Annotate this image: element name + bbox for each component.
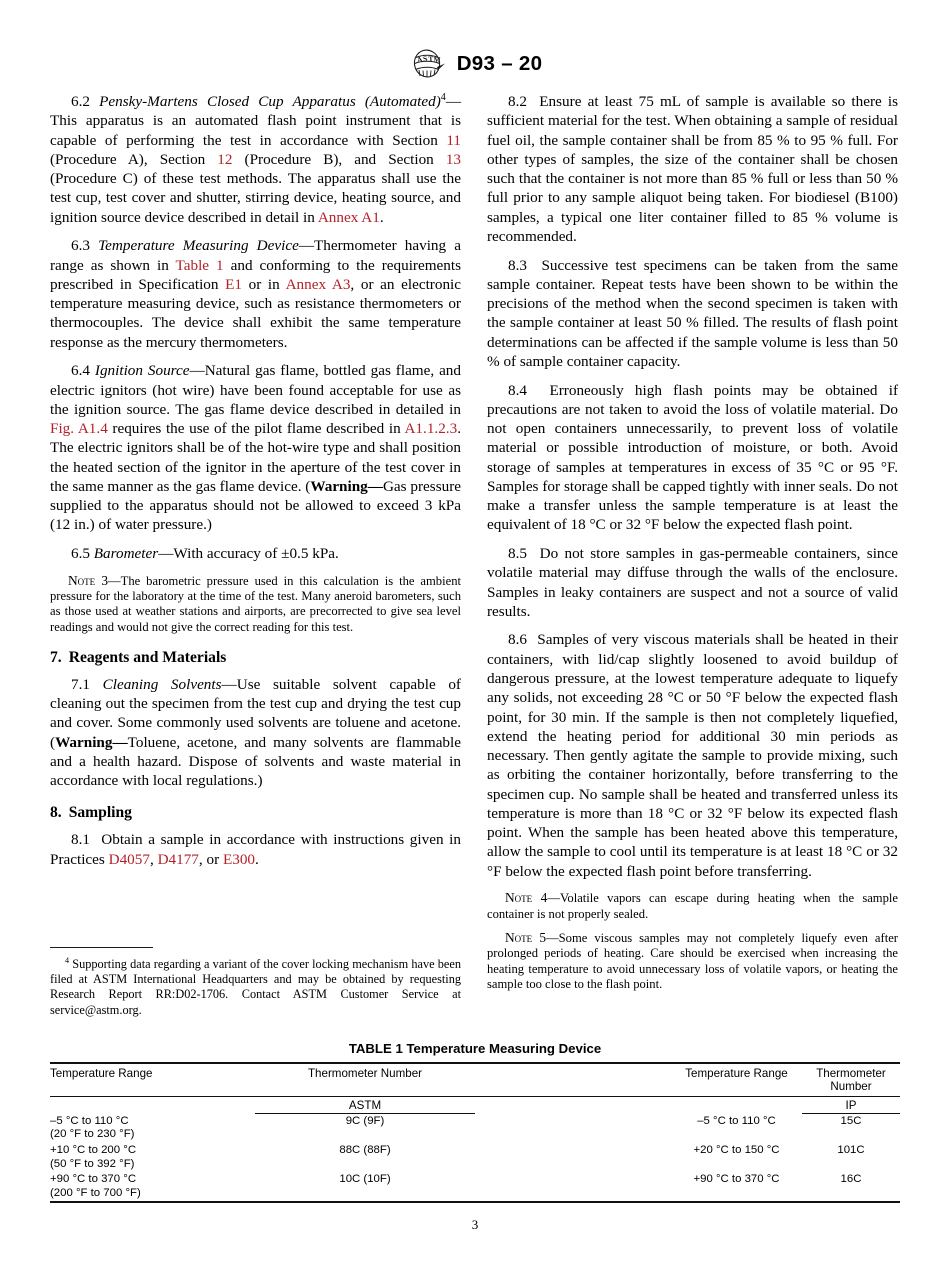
section-title: Reagents and Materials bbox=[68, 649, 227, 667]
note-label: Note 5 bbox=[505, 930, 547, 946]
cell-ip-temperature-range: +20 °C to 150 °C bbox=[693, 1143, 780, 1156]
paragraph-text: Successive test specimens can be taken from the same sample container. Repeat tests have been shown to be within the precisions of the method when the second specimen is taken with the sample container at least 50 % filled. The results of flash point determinations can be affected if the sample volume is less than 50 % of sample container capacity. bbox=[487, 256, 899, 370]
cell-ip-thermometer-number: 16C bbox=[840, 1173, 862, 1186]
table-header-row bbox=[50, 1064, 900, 1097]
subheader-spacer-right bbox=[671, 1097, 802, 1114]
paragraph-text: . bbox=[255, 850, 259, 868]
table-spacer-cell bbox=[475, 1113, 671, 1142]
cell-ip-temperature-range: –5 °C to 110 °C bbox=[697, 1114, 776, 1127]
paragraph-number: 6.3 bbox=[71, 237, 90, 255]
paragraph-6-4 bbox=[50, 361, 461, 534]
cell-astm-temperature-range bbox=[50, 1172, 255, 1202]
section-number: 8. bbox=[50, 804, 62, 822]
paragraph-text: , bbox=[149, 850, 158, 868]
table-bottom-rule bbox=[50, 1202, 900, 1203]
table-row bbox=[50, 1113, 900, 1142]
paragraph-number: 6.5 bbox=[71, 545, 90, 563]
table-1 bbox=[50, 1062, 900, 1203]
footnote-separator-rule bbox=[50, 947, 153, 948]
paragraph-8-2 bbox=[487, 92, 898, 246]
footnote-4 bbox=[50, 957, 461, 1018]
note-text: —The barometric pressure used in this calculation is the ambient pressure for the laboratory at the time of the test. Many aneroid barometers, such as those used at weather stations and airports, are precorrected to give sea level readings and would not give the correct reading for this test. bbox=[50, 573, 461, 634]
footnote-text: Supporting data regarding a variant of the cover locking mechanism have been filed at ASTM International Headquarters and may be obtained by requesting Research Report RR:D02-1706. Contact ASTM Customer Service at service@astm.org. bbox=[50, 957, 461, 1017]
table-row bbox=[50, 1142, 900, 1171]
paragraph-text: —With accuracy of ±0.5 kPa. bbox=[158, 545, 339, 563]
paragraph-text: (Procedure B), and Section bbox=[232, 150, 446, 168]
paragraph-text: requires the use of the pilot flame described in bbox=[107, 420, 405, 438]
paragraph-number: 8.6 bbox=[508, 631, 527, 649]
note-5 bbox=[487, 930, 898, 992]
paragraph-8-5 bbox=[487, 544, 898, 621]
subheader-spacer-left bbox=[50, 1097, 255, 1114]
paragraph-number: 6.2 bbox=[71, 93, 90, 110]
subheader-spacer-middle bbox=[475, 1097, 671, 1114]
section-number: 7. bbox=[50, 649, 62, 667]
section-heading-8 bbox=[50, 803, 461, 823]
paragraph-title: Barometer bbox=[93, 545, 159, 563]
paragraph-text: Toluene, acetone, and many solvents are flammable and a health hazard. Dispose of solvents and waste material in accordance with local regulations.) bbox=[50, 733, 461, 790]
range-fahrenheit: (50 °F to 392 °F) bbox=[50, 1157, 135, 1170]
table-caption: TABLE 1 Temperature Measuring Device bbox=[348, 1041, 602, 1056]
cell-astm-thermometer-number: 10C (10F) bbox=[339, 1173, 391, 1186]
svg-text:M: M bbox=[433, 55, 441, 65]
cell-astm-thermometer-number: 88C (88F) bbox=[339, 1143, 391, 1156]
footnote-marker: 4 bbox=[65, 955, 70, 965]
paragraph-number: 8.3 bbox=[508, 256, 527, 274]
range-celsius: –5 °C to 110 °C bbox=[50, 1114, 129, 1127]
reference-practice-e300[interactable]: E300 bbox=[222, 850, 256, 868]
paragraph-6-2 bbox=[50, 92, 461, 227]
reference-practice-d4057[interactable]: D4057 bbox=[108, 850, 150, 868]
paragraph-title: Pensky-Martens Closed Cup Apparatus (Automated) bbox=[99, 93, 441, 110]
note-label: Note 4 bbox=[505, 890, 548, 906]
table-row bbox=[50, 1172, 900, 1202]
page-header bbox=[0, 48, 950, 79]
paragraph-title: Cleaning Solvents bbox=[102, 675, 222, 693]
svg-text:S: S bbox=[422, 53, 428, 64]
paragraph-text: and conforming to the requirements prescribed in Specification bbox=[50, 256, 461, 293]
subheader-ip: IP bbox=[802, 1097, 900, 1114]
column-header-thermometer-number-ip: Thermometer Number bbox=[802, 1064, 900, 1097]
reference-clause-a1-1-2-3[interactable]: A1.1.2.3 bbox=[404, 420, 458, 438]
table-spacer-cell bbox=[475, 1064, 671, 1097]
paragraph-number: 8.4 bbox=[508, 381, 527, 399]
reference-section-13[interactable]: 13 bbox=[445, 150, 461, 168]
warning-label: Warning— bbox=[55, 733, 128, 751]
section-title: Sampling bbox=[68, 804, 132, 822]
subheader-astm: ASTM bbox=[255, 1097, 475, 1114]
paragraph-number: 6.4 bbox=[71, 362, 90, 380]
right-text-column bbox=[487, 92, 898, 1000]
paragraph-text: Do not store samples in gas-permeable containers, since volatile material may diffuse through the walls of the enclosure. Samples in leaky containers are suspect and not a source of valid results. bbox=[487, 545, 898, 620]
paragraph-6-5 bbox=[50, 544, 461, 563]
paragraph-text: Erroneously high flash points may be obtained if precautions are not taken to avoid the loss of volatile material. Do not open containers unnecessarily, to prevent loss of volatile material or possible introduction of moisture, or both. Avoid storage of samples at temperatures in excess of 35 °C or 95 °F. Samples for storage shall be capped tightly with inner seals. Do not make a transfer unless the sample temperature is at least the equivalent of 18 °C or 32 °F below the expected flash point. bbox=[487, 381, 898, 534]
note-text: —Some viscous samples may not completely liquefy even after prolonged periods of heating. Care should be exercised when increasing the heating temperature to avoid unnecessary loss of volatile vapors, or heating the sample too close to the flash point. bbox=[487, 931, 898, 992]
cell-ip-temperature-range: +90 °C to 370 °C bbox=[693, 1173, 780, 1186]
column-header-thermometer-number-astm: Thermometer Number bbox=[255, 1064, 475, 1097]
paragraph-text: Gas pressure supplied to the apparatus should not be allowed to exceed 3 kPa (12 in.) of water pressure.) bbox=[50, 477, 461, 534]
column-header-temperature-range-astm: Temperature Range bbox=[50, 1064, 255, 1097]
footnote-marker: 4 bbox=[440, 91, 446, 103]
paragraph-text: —Thermometer having a range as shown in bbox=[50, 237, 461, 274]
note-text: —Volatile vapors can escape during heating when the sample container is not properly sealed. bbox=[487, 891, 898, 921]
note-3 bbox=[50, 573, 461, 635]
page-number: 3 bbox=[471, 1217, 479, 1232]
left-text-column bbox=[50, 92, 461, 878]
paragraph-text: (Procedure A), Section bbox=[50, 150, 218, 168]
paragraph-text: —Natural gas flame, bottled gas flame, and electric ignitors (hot wire) have been found acceptable for use as the ignition source. The gas flame device described in detailed in bbox=[50, 362, 461, 418]
reference-section-11[interactable]: 11 bbox=[446, 131, 461, 149]
note-4 bbox=[487, 890, 898, 922]
table-subheader-row bbox=[50, 1097, 900, 1114]
reference-annex-a3[interactable]: Annex A3 bbox=[285, 275, 351, 293]
range-celsius: +90 °C to 370 °C bbox=[50, 1173, 137, 1186]
range-fahrenheit: (200 °F to 700 °F) bbox=[50, 1187, 141, 1200]
astm-logo-icon bbox=[408, 48, 446, 79]
svg-text:A: A bbox=[415, 54, 423, 65]
footnote-area bbox=[50, 947, 461, 1018]
paragraph-text: —This apparatus is an automated flash point instrument that is capable of performing the test in accordance with Section bbox=[50, 93, 461, 149]
reference-practice-d4177[interactable]: D4177 bbox=[157, 850, 199, 868]
paragraph-text: —Use suitable solvent capable of cleaning out the specimen from the test cup and drying the test cup and cover. Some commonly used solvents are toluene and acetone. ( bbox=[50, 675, 461, 751]
cell-astm-temperature-range bbox=[50, 1142, 255, 1171]
paragraph-number: 8.5 bbox=[508, 545, 527, 563]
reference-figure-a1-4[interactable]: Fig. A1.4 bbox=[50, 420, 108, 438]
warning-label: Warning— bbox=[310, 477, 383, 495]
section-heading-7 bbox=[50, 648, 461, 668]
paragraph-6-3 bbox=[50, 236, 461, 352]
standard-designation: D93 – 20 bbox=[456, 51, 543, 75]
cell-astm-temperature-range bbox=[50, 1113, 255, 1142]
cell-ip-thermometer-number: 101C bbox=[837, 1143, 865, 1156]
cell-astm-thermometer-number: 9C (9F) bbox=[345, 1115, 385, 1127]
table-spacer-cell bbox=[475, 1142, 671, 1171]
range-celsius: +10 °C to 200 °C bbox=[50, 1143, 137, 1156]
paragraph-number: 7.1 bbox=[71, 675, 90, 693]
paragraph-8-6 bbox=[487, 630, 898, 880]
table-1-block bbox=[50, 1041, 900, 1203]
paragraph-text: Samples of very viscous materials shall be heated in their containers, with lid/cap slightly loosened to avoid buildup of dangerous pressure, at the lowest temperature adequate to liquefy any solids, not exceeding 28 °C or 50 °F below the expected flash point, for 30 min. If the sample is then not completely liquefied, extend the heating period for additional 30 min periods as necessary. Then gently agitate the sample to provide mixing, such as orbiting the container horizontally, before transferring to the specimen cup. No sample shall be heated and transferred unless its temperature is more than 18 °C or 32 °F below its expected flash point. When the sample has been heated above this temperature, allow the sample to cool until its temperature is at least 18 °C or 32 °F below the expected flash point before transferring. bbox=[487, 631, 899, 880]
paragraph-text: . bbox=[379, 208, 384, 226]
cell-ip-thermometer-number: 15C bbox=[840, 1115, 862, 1127]
paragraph-text: (Procedure C) of these test methods. The apparatus shall use the test cup, test cover and shutter, stirring device, heating source, and ignition source device described in detail in bbox=[50, 170, 461, 226]
paragraph-number: 8.2 bbox=[508, 93, 527, 110]
paragraph-text: or in bbox=[242, 275, 286, 293]
paragraph-text: , or bbox=[198, 850, 223, 868]
svg-text:T: T bbox=[427, 54, 434, 64]
paragraph-text: Obtain a sample in accordance with instructions given in Practices bbox=[50, 831, 461, 868]
reference-annex-a1[interactable]: Annex A1 bbox=[317, 208, 380, 226]
paragraph-text: , or an electronic temperature measuring device, such as resistance thermometers or thermocouples. The device shall exhibit the same temperature response as the mercury thermometers. bbox=[50, 275, 461, 351]
paragraph-number: 8.1 bbox=[71, 831, 90, 849]
reference-section-12[interactable]: 12 bbox=[217, 150, 233, 168]
reference-table-1[interactable]: Table 1 bbox=[175, 256, 224, 274]
note-label: Note 3 bbox=[68, 572, 109, 588]
paragraph-text: Ensure at least 75 mL of sample is available so there is sufficient material for the test. When obtaining a sample of residual fuel oil, the sample container shall be from 85 % to 95 % full. For other types of samples, the size of the container shall be chosen such that the container is not more than 85 % full or less than 50 % full prior to any sample aliquot being taken. For biodiesel (B100) samples, a typical one liter container filled to 85 % volume is recommended. bbox=[487, 93, 899, 245]
range-fahrenheit: (20 °F to 230 °F) bbox=[50, 1128, 135, 1141]
paragraph-title: Ignition Source bbox=[94, 362, 190, 380]
reference-specification-e1[interactable]: E1 bbox=[225, 275, 242, 293]
column-header-temperature-range-ip: Temperature Range bbox=[671, 1064, 802, 1097]
paragraph-title: Temperature Measuring Device bbox=[98, 237, 299, 255]
paragraph-8-4 bbox=[487, 381, 898, 535]
paragraph-8-3 bbox=[487, 256, 898, 372]
paragraph-text: . The electric ignitors shall be of the hot-wire type and shall position the heated section of the ignitor in the aperture of the test cover in the same manner as the gas flame device. ( bbox=[50, 420, 461, 495]
table-spacer-cell bbox=[475, 1172, 671, 1202]
paragraph-8-1 bbox=[50, 830, 461, 869]
paragraph-7-1 bbox=[50, 675, 461, 791]
